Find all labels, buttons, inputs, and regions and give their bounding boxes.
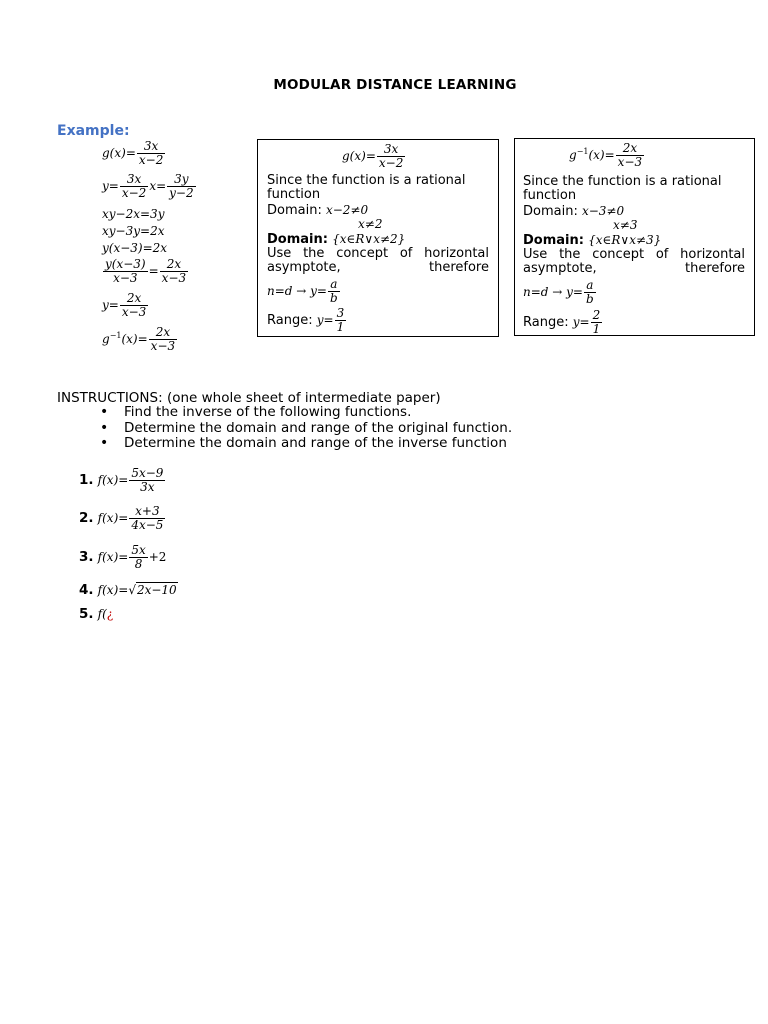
box2-domain-step: Domain: x−3≠0 — [523, 204, 625, 219]
step-2: y= $\frac{3x}{x-2}$ x= $\frac{3y}{y-2}$ — [102, 172, 194, 200]
step-3: xy−2x=3y — [102, 207, 165, 221]
step-8: $g^{-1}(x)=$ $\frac{2x}{x-3}$ — [102, 325, 176, 353]
box1-domain: Domain: {x∈R∨x≠2} — [267, 232, 406, 247]
box1-since-line2: function — [267, 187, 321, 202]
box2-since-line2: function — [523, 188, 577, 203]
box2-use-line1: Use the concept of horizontal — [523, 247, 745, 262]
step-2-fraction-b: $\frac{3y}{y-2}$ — [169, 172, 194, 200]
problem-number: 5. — [79, 606, 94, 622]
inverse-function-box — [514, 138, 755, 336]
step-2-fraction-a: $\frac{3x}{x-2}$ — [121, 172, 147, 200]
box1-use-line1: Use the concept of horizontal — [267, 246, 489, 261]
box2-domain: Domain: {x∈R∨x≠3} — [523, 233, 662, 248]
step-5: y(x−3)=2x — [102, 241, 168, 255]
box1-function: g(x)= $\frac{3x}{x-2}$ — [342, 142, 404, 170]
problem-2: 2. f(x)= $\frac{x+3}{4x-5}$ — [79, 504, 164, 532]
problem-number: 4. — [79, 582, 94, 598]
step-6-fraction-a: $\frac{y(x-3)}{x-3}$ — [105, 257, 146, 285]
instruction-item: • Determine the domain and range of the inverse function — [100, 436, 512, 452]
box1-range: Range: y= $\frac{3}{1}$ — [267, 306, 345, 334]
box1-since-line1: Since the function is a rational — [267, 173, 466, 188]
problem-number: 1. — [79, 472, 94, 488]
instruction-item: • Determine the domain and range of the original function. — [100, 421, 512, 437]
page-title: MODULAR DISTANCE LEARNING — [273, 77, 517, 93]
step-8-fraction: $\frac{2x}{x-3}$ — [150, 325, 176, 353]
step-6-fraction-b: $\frac{2x}{x-3}$ — [161, 257, 187, 285]
instructions-heading: INSTRUCTIONS: (one whole sheet of intermediate paper) — [57, 390, 441, 406]
box2-domain-step2: x≠3 — [613, 218, 638, 232]
step-6: $\frac{y(x-3)}{x-3}$ = $\frac{2x}{x-3}$ — [105, 257, 187, 285]
problem-5: 5. f(¿ — [79, 606, 114, 622]
example-label: Example: — [57, 123, 130, 139]
problem-3: 3. f(x)= $\frac{5x}{8}$ +2 — [79, 543, 167, 571]
broken-glyph: ¿ — [106, 607, 114, 621]
step-1-fraction: $\frac{3x}{x-2}$ — [138, 139, 164, 167]
instruction-item: • Find the inverse of the following functions. — [100, 405, 512, 421]
problem-number: 2. — [79, 510, 94, 526]
box2-use-line2: asymptote, therefore — [523, 261, 745, 276]
box1-domain-step: Domain: x−2≠0 — [267, 203, 369, 218]
step-7: y= $\frac{2x}{x-3}$ — [102, 291, 147, 319]
box2-asymptote-rule: n=d → y= $\frac{a}{b}$ — [523, 278, 594, 306]
problem-1: 1. f(x)= $\frac{5x-9}{3x}$ — [79, 466, 164, 494]
step-4: xy−3y=2x — [102, 224, 165, 238]
problem-number: 3. — [79, 549, 94, 565]
sqrt-symbol: √ — [128, 583, 136, 597]
problem-4: 4. f(x)=√2x−10 — [79, 582, 177, 598]
instructions-list — [100, 405, 512, 452]
box2-function: $g^{-1}(x)=$ $\frac{2x}{x-3}$ — [569, 141, 643, 169]
step-7-fraction: $\frac{2x}{x-3}$ — [121, 291, 147, 319]
box1-domain-step2: x≠2 — [358, 217, 383, 231]
box2-since-line1: Since the function is a rational — [523, 174, 722, 189]
box1-use-line2: asymptote, therefore — [267, 260, 489, 275]
step-1-lhs: g(x)= — [102, 146, 136, 160]
box2-range: Range: y= $\frac{2}{1}$ — [523, 308, 601, 336]
box1-asymptote-rule: n=d → y= $\frac{a}{b}$ — [267, 277, 338, 305]
step-1 — [102, 140, 166, 167]
original-function-box — [257, 139, 499, 337]
